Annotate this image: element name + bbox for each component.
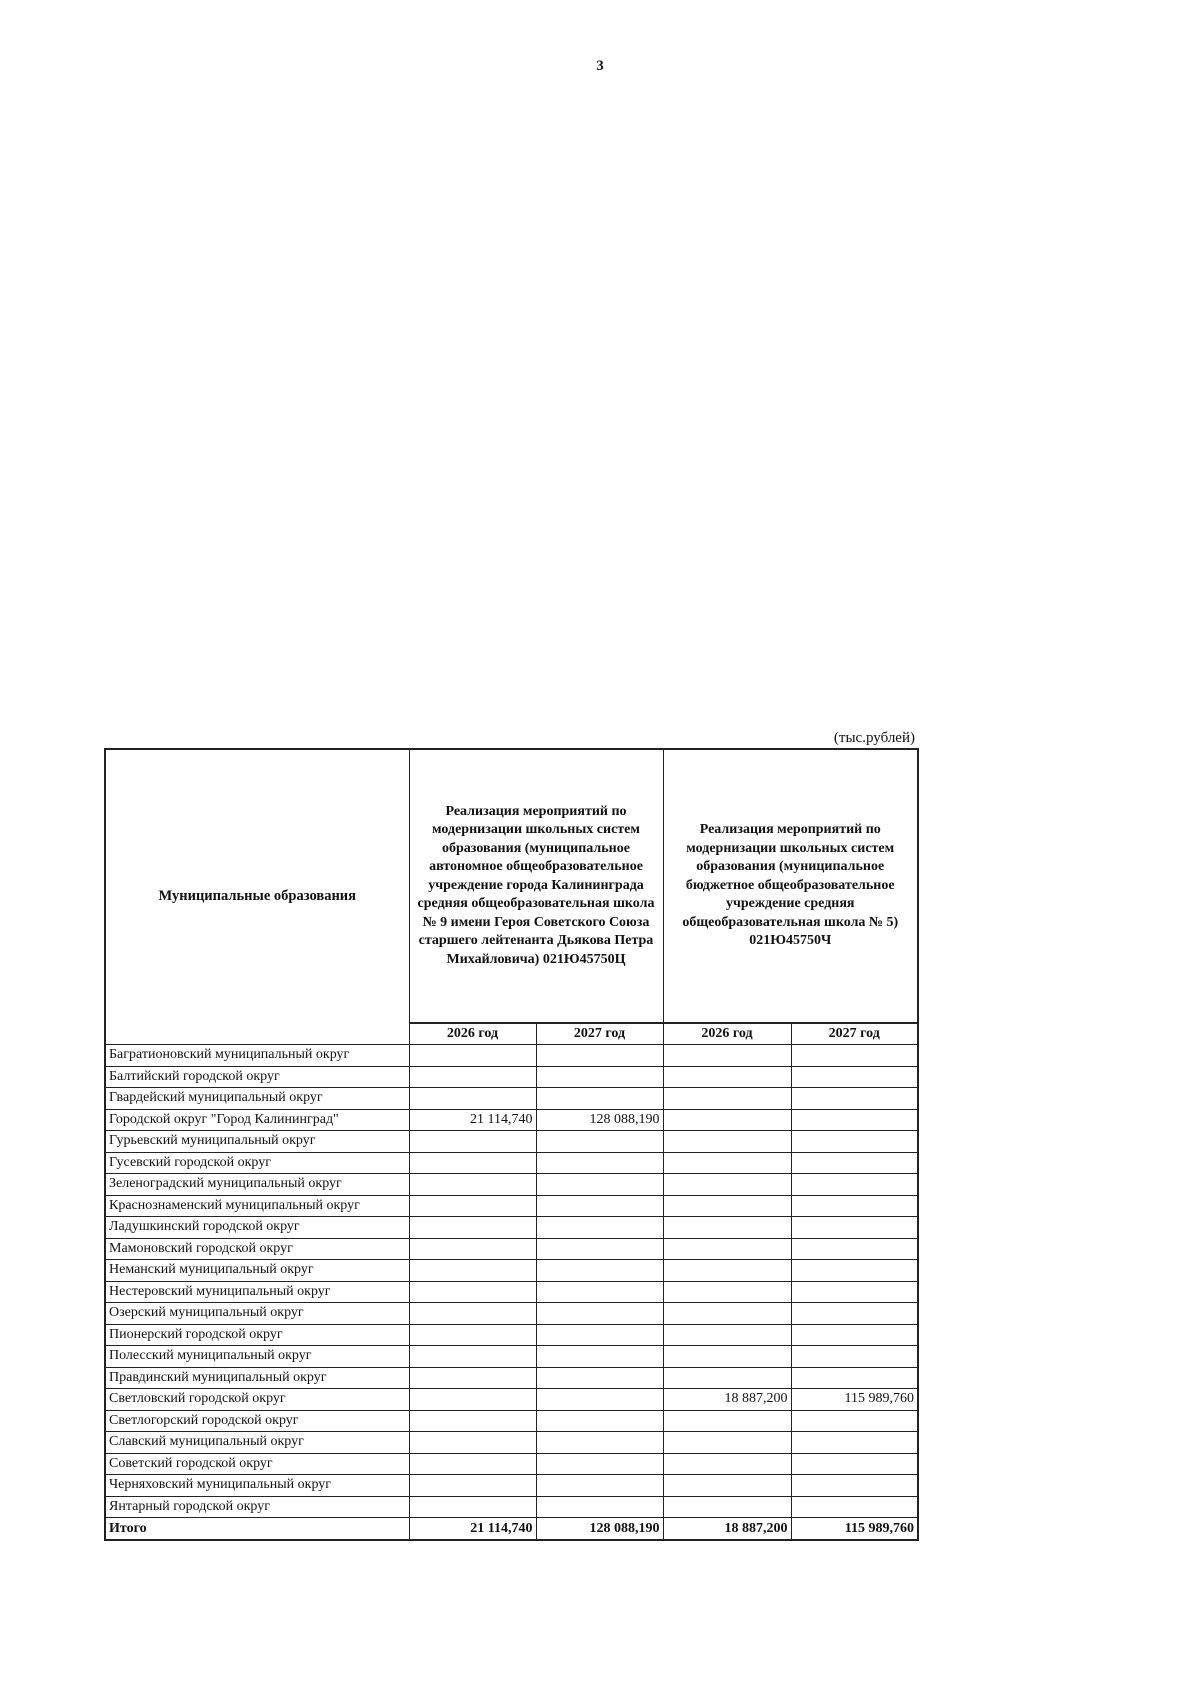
municipality-name: Светлогорский городской округ [105,1410,409,1432]
budget-table [104,748,919,1541]
column-header-school-9: Реализация мероприятий по модернизации школьных систем образования (муниципальное автономное общеобразовательное учреждение города Калининграда средняя общеобразовательная школа № 9 имени Героя Советского Союза старшего лейтенанта Дьякова Петра Михайловича) 021Ю45750Ц [409,749,663,1023]
value-cell [409,1367,536,1389]
value-cell [536,1496,663,1518]
value-cell [663,1367,791,1389]
value-cell [409,1324,536,1346]
value-cell [663,1496,791,1518]
value-cell [409,1303,536,1325]
table-row [105,1324,918,1346]
municipality-name: Гвардейский муниципальный округ [105,1088,409,1110]
value-cell [409,1453,536,1475]
value-cell [536,1195,663,1217]
total-value: 18 887,200 [663,1518,791,1541]
table-row [105,1346,918,1368]
total-value: 128 088,190 [536,1518,663,1541]
value-cell [409,1066,536,1088]
value-cell [791,1432,918,1454]
table-row [105,1045,918,1067]
municipality-name: Янтарный городской округ [105,1496,409,1518]
table-row [105,1152,918,1174]
value-cell [536,1324,663,1346]
value-cell [791,1174,918,1196]
municipality-name: Балтийский городской округ [105,1066,409,1088]
page-number: 3 [596,58,604,74]
value-cell [663,1088,791,1110]
value-cell [791,1238,918,1260]
table-row [105,1389,918,1411]
value-cell [536,1389,663,1411]
total-row [105,1518,918,1541]
year-header: 2027 год [536,1023,663,1045]
value-cell [791,1152,918,1174]
value-cell [791,1475,918,1497]
value-cell [791,1217,918,1239]
table-row [105,1453,918,1475]
municipality-name: Озерский муниципальный округ [105,1303,409,1325]
table-row [105,1410,918,1432]
value-cell [409,1045,536,1067]
table-row [105,1066,918,1088]
municipality-name: Ладушкинский городской округ [105,1217,409,1239]
value-cell [663,1045,791,1067]
units-label: (тыс.рублей) [833,730,915,746]
municipality-name: Мамоновский городской округ [105,1238,409,1260]
value-cell [409,1195,536,1217]
column-header-school-5: Реализация мероприятий по модернизации школьных систем образования (муниципальное бюджетное общеобразовательное учреждение средняя общеобразовательная школа № 5) 021Ю45750Ч [663,749,918,1023]
value-cell [536,1346,663,1368]
total-value: 115 989,760 [791,1518,918,1541]
table-row [105,1367,918,1389]
value-cell [536,1066,663,1088]
value-cell [791,1131,918,1153]
value-cell [791,1088,918,1110]
value-cell [663,1475,791,1497]
municipality-name: Зеленоградский муниципальный округ [105,1174,409,1196]
table-row [105,1131,918,1153]
value-cell [409,1281,536,1303]
table-row [105,1088,918,1110]
municipality-name: Полесский муниципальный округ [105,1346,409,1368]
value-cell [409,1174,536,1196]
value-cell [663,1324,791,1346]
value-cell [663,1432,791,1454]
table-row [105,1260,918,1282]
value-cell [663,1109,791,1131]
table-row [105,1195,918,1217]
total-label: Итого [105,1518,409,1541]
value-cell [663,1152,791,1174]
value-cell [536,1238,663,1260]
table-row [105,1281,918,1303]
value-cell [409,1217,536,1239]
value-cell [409,1410,536,1432]
value-cell [791,1109,918,1131]
value-cell [791,1195,918,1217]
value-cell: 21 114,740 [409,1109,536,1131]
value-cell [536,1475,663,1497]
table-row [105,1109,918,1131]
municipality-name: Правдинский муниципальный округ [105,1367,409,1389]
municipality-name: Гусевский городской округ [105,1152,409,1174]
value-cell [536,1131,663,1153]
table-row [105,1432,918,1454]
municipality-name: Нестеровский муниципальный округ [105,1281,409,1303]
value-cell [791,1281,918,1303]
value-cell [791,1324,918,1346]
value-cell [536,1453,663,1475]
municipality-name: Советский городской округ [105,1453,409,1475]
value-cell [409,1475,536,1497]
value-cell: 128 088,190 [536,1109,663,1131]
value-cell [663,1066,791,1088]
municipality-name: Светловский городской округ [105,1389,409,1411]
value-cell [536,1088,663,1110]
value-cell [663,1217,791,1239]
value-cell [409,1131,536,1153]
value-cell [663,1195,791,1217]
value-cell [536,1260,663,1282]
table-row [105,1174,918,1196]
value-cell [409,1432,536,1454]
value-cell [536,1303,663,1325]
value-cell [791,1453,918,1475]
value-cell [536,1045,663,1067]
value-cell [409,1238,536,1260]
municipality-name: Краснознаменский муниципальный округ [105,1195,409,1217]
table-row [105,1475,918,1497]
municipality-name: Гурьевский муниципальный округ [105,1131,409,1153]
value-cell [536,1174,663,1196]
municipality-name: Черняховский муниципальный округ [105,1475,409,1497]
value-cell [791,1410,918,1432]
table-row [105,1217,918,1239]
value-cell [536,1432,663,1454]
value-cell [663,1131,791,1153]
value-cell [663,1281,791,1303]
value-cell [409,1346,536,1368]
value-cell [409,1496,536,1518]
value-cell [791,1496,918,1518]
value-cell [409,1389,536,1411]
value-cell [663,1260,791,1282]
value-cell [536,1217,663,1239]
value-cell [663,1238,791,1260]
value-cell: 18 887,200 [663,1389,791,1411]
column-header-municipalities: Муниципальные образования [105,749,409,1045]
municipality-name: Городской округ "Город Калининград" [105,1109,409,1131]
value-cell [663,1410,791,1432]
municipality-name: Багратионовский муниципальный округ [105,1045,409,1067]
value-cell [536,1367,663,1389]
table-row [105,1496,918,1518]
value-cell: 115 989,760 [791,1389,918,1411]
municipality-name: Неманский муниципальный округ [105,1260,409,1282]
value-cell [791,1303,918,1325]
value-cell [409,1152,536,1174]
value-cell [409,1088,536,1110]
value-cell [791,1045,918,1067]
municipality-name: Славский муниципальный округ [105,1432,409,1454]
municipality-name: Пионерский городской округ [105,1324,409,1346]
value-cell [536,1281,663,1303]
value-cell [791,1066,918,1088]
value-cell [791,1346,918,1368]
value-cell [536,1152,663,1174]
value-cell [663,1346,791,1368]
year-header: 2026 год [663,1023,791,1045]
value-cell [663,1453,791,1475]
value-cell [663,1174,791,1196]
value-cell [536,1410,663,1432]
table-body [105,1045,918,1518]
year-header: 2027 год [791,1023,918,1045]
value-cell [791,1260,918,1282]
table-row [105,1238,918,1260]
value-cell [409,1260,536,1282]
total-value: 21 114,740 [409,1518,536,1541]
value-cell [791,1367,918,1389]
table-row [105,1303,918,1325]
year-header: 2026 год [409,1023,536,1045]
value-cell [663,1303,791,1325]
